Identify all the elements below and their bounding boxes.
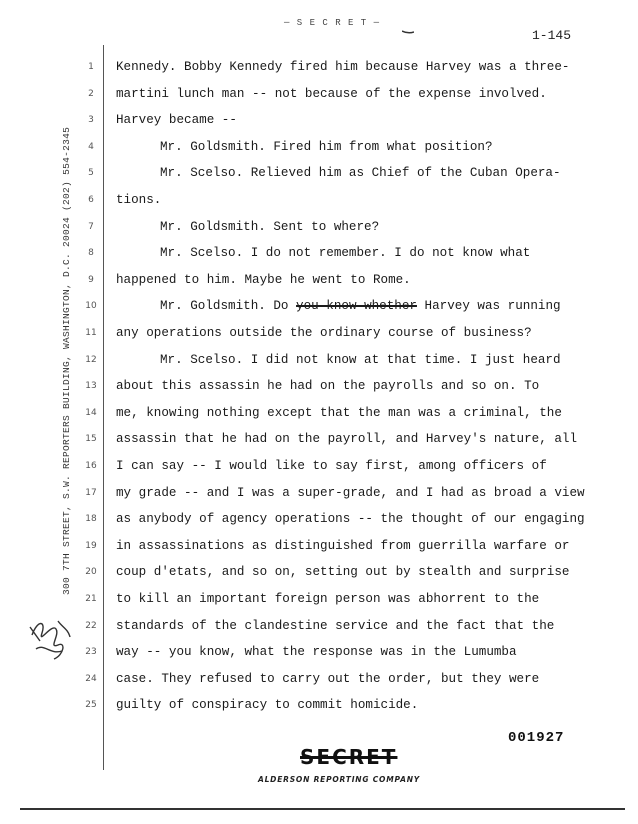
line-number: 18	[85, 514, 97, 525]
line-text-after: Harvey was running	[416, 299, 561, 314]
transcript-line: tions.	[116, 193, 162, 207]
line-number: 4	[88, 141, 94, 152]
line-number: 3	[88, 115, 94, 126]
struck-text: you know whether	[296, 299, 417, 314]
handwritten-signature	[28, 615, 72, 663]
transcript-line: coup d'etats, and so on, setting out by stealth and surprise	[116, 565, 570, 580]
line-number: 15	[85, 434, 97, 445]
transcript-line: Mr. Goldsmith. Fired him from what position?	[160, 139, 493, 154]
transcript-line: Mr. Goldsmith. Sent to where?	[160, 219, 380, 234]
line-text-before: Mr. Goldsmith. Do	[160, 299, 297, 314]
line-number: 24	[85, 673, 97, 684]
line-number: 10	[85, 301, 97, 312]
transcript-line: happened to him. Maybe he went to Rome.	[116, 272, 411, 287]
reporting-company: ALDERSON REPORTING COMPANY	[258, 775, 420, 784]
line-number: 6	[88, 195, 94, 205]
transcript-line: my grade -- and I was a super-grade, and I had as broad a view	[116, 485, 585, 500]
reporter-address: 300 7TH STREET, S.W. REPORTERS BUILDING, WASHINGTON, D.C. 20024 (202) 554-2345	[61, 126, 72, 595]
line-number: 1	[88, 62, 94, 72]
transcript-line: Mr. Scelso. I did not know at that time. I just heard	[160, 352, 561, 367]
line-number: 19	[85, 540, 97, 551]
line-number: 9	[88, 274, 94, 285]
line-number: 11	[85, 328, 97, 338]
margin-rule	[103, 45, 104, 770]
line-number: 12	[85, 354, 97, 365]
transcript-line: in assassinations as distinguished from guerrilla warfare or	[116, 538, 570, 553]
line-number: 17	[85, 487, 97, 498]
classification-header: ─ S E C R E T ─	[284, 18, 381, 28]
transcript-line: me, knowing nothing except that the man was a criminal, the	[116, 405, 562, 420]
page-number: 1-145	[532, 28, 572, 43]
transcript-line: about this assassin he had on the payrolls and so on. To	[116, 379, 540, 394]
line-number: 13	[85, 381, 97, 392]
line-number: 7	[88, 221, 94, 232]
transcript-line: Kennedy. Bobby Kennedy fired him because Harvey was a three-	[116, 60, 570, 74]
transcript-line: assassin that he had on the payroll, and Harvey's nature, all	[116, 432, 578, 447]
transcript-line: standards of the clandestine service and the fact that the	[116, 618, 555, 633]
transcript-line: I can say -- I would like to say first, among officers of	[116, 459, 547, 473]
bottom-rule	[20, 808, 625, 810]
transcript-line: any operations outside the ordinary course of business?	[116, 326, 532, 340]
line-number: 2	[88, 88, 94, 99]
line-number: 20	[85, 567, 97, 578]
transcript-line: as anybody of agency operations -- the thought of our engaging	[116, 512, 585, 527]
line-number: 5	[88, 168, 94, 179]
line-number: 14	[85, 407, 97, 418]
transcript-line: guilty of conspiracy to commit homicide.	[116, 698, 419, 713]
pen-mark	[402, 30, 414, 34]
line-number: 21	[85, 594, 97, 604]
transcript-line: Mr. Scelso. I do not remember. I do not know what	[160, 246, 531, 261]
bates-number: 001927	[508, 730, 565, 746]
transcript-line: case. They refused to carry out the order, but they were	[116, 671, 540, 686]
line-number: 8	[88, 248, 94, 259]
transcript-line	[160, 299, 561, 313]
transcript-line: way -- you know, what the response was in the Lumumba	[116, 645, 517, 660]
line-number: 23	[85, 647, 97, 658]
classification-stamp: SECRET	[300, 745, 398, 769]
transcript-line: martini lunch man -- not because of the expense involved.	[116, 86, 547, 101]
line-number: 22	[85, 620, 97, 631]
transcript-line: Harvey became --	[116, 113, 237, 128]
transcript-line: Mr. Scelso. Relieved him as Chief of the Cuban Opera-	[160, 166, 561, 181]
line-number: 25	[85, 700, 97, 711]
line-number: 16	[85, 461, 97, 471]
transcript-line: to kill an important foreign person was abhorrent to the	[116, 592, 540, 606]
